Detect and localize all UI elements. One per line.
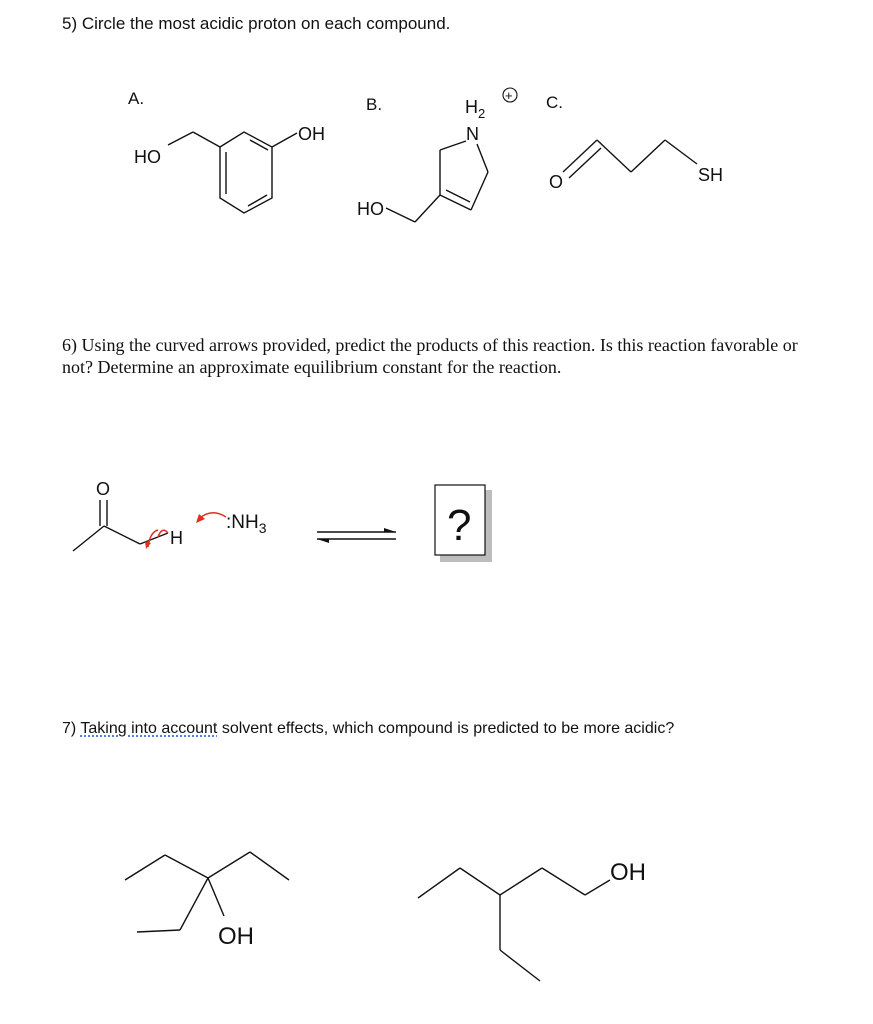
- compound-c-oxygen: O: [549, 172, 564, 192]
- curved-arrow-bond-to-carbon: [145, 530, 168, 549]
- q7-right-compound: [418, 859, 646, 981]
- compound-c-label: C.: [546, 93, 563, 112]
- question-5-prompt: 5) Circle the most acidic proton on each compound.: [62, 14, 451, 33]
- q7-right-oh-group: OH: [610, 859, 646, 886]
- q7-left-bonds: [125, 852, 289, 932]
- reaction-scheme: [73, 479, 492, 562]
- compound-b-h-atom: $H_2$: [465, 97, 486, 121]
- compound-b-n-atom: N: [466, 124, 479, 144]
- compound-a-bonds: [168, 132, 297, 213]
- q7-right-bonds: [418, 868, 610, 981]
- compound-b-ho-group: HO: [357, 199, 384, 219]
- question-7-rest: solvent effects, which compound is predicted to be more acidic?: [217, 720, 675, 737]
- compound-b-positive-charge: [503, 88, 517, 103]
- compound-b: [357, 88, 517, 222]
- equilibrium-arrows: [317, 528, 396, 543]
- product-placeholder-box: [435, 485, 492, 562]
- compound-c: [546, 93, 723, 192]
- compound-b-label: B.: [366, 95, 383, 114]
- product-question-mark: ?: [447, 501, 472, 550]
- compound-a-ho-group: HO: [134, 147, 161, 167]
- acidic-hydrogen: H: [170, 528, 183, 548]
- question-7-spellcheck-phrase: Taking into account: [80, 720, 218, 737]
- svg-text:+: +: [505, 88, 513, 103]
- reactant-bonds: [73, 500, 168, 551]
- q7-left-oh-group: OH: [218, 923, 254, 950]
- compound-a-label: A.: [128, 89, 145, 108]
- question-7-number: 7): [62, 720, 81, 737]
- compound-b-bonds: [386, 141, 488, 222]
- question-6-prompt: 6) Using the curved arrows provided, predict the products of this reaction. Is this reaction favorable or not? Determine an approximate equilibrium constant for the reaction.: [62, 335, 798, 377]
- q7-left-compound: [125, 852, 289, 950]
- compound-c-bonds: [563, 140, 697, 178]
- curved-arrow-base-to-hydrogen: [196, 513, 226, 523]
- compound-a-oh-group: OH: [298, 124, 325, 144]
- ammonia-base: $:NH_3$: [226, 512, 267, 536]
- compound-c-sh-group: SH: [698, 165, 724, 185]
- compound-a: [128, 89, 325, 213]
- carbonyl-oxygen: O: [96, 479, 111, 499]
